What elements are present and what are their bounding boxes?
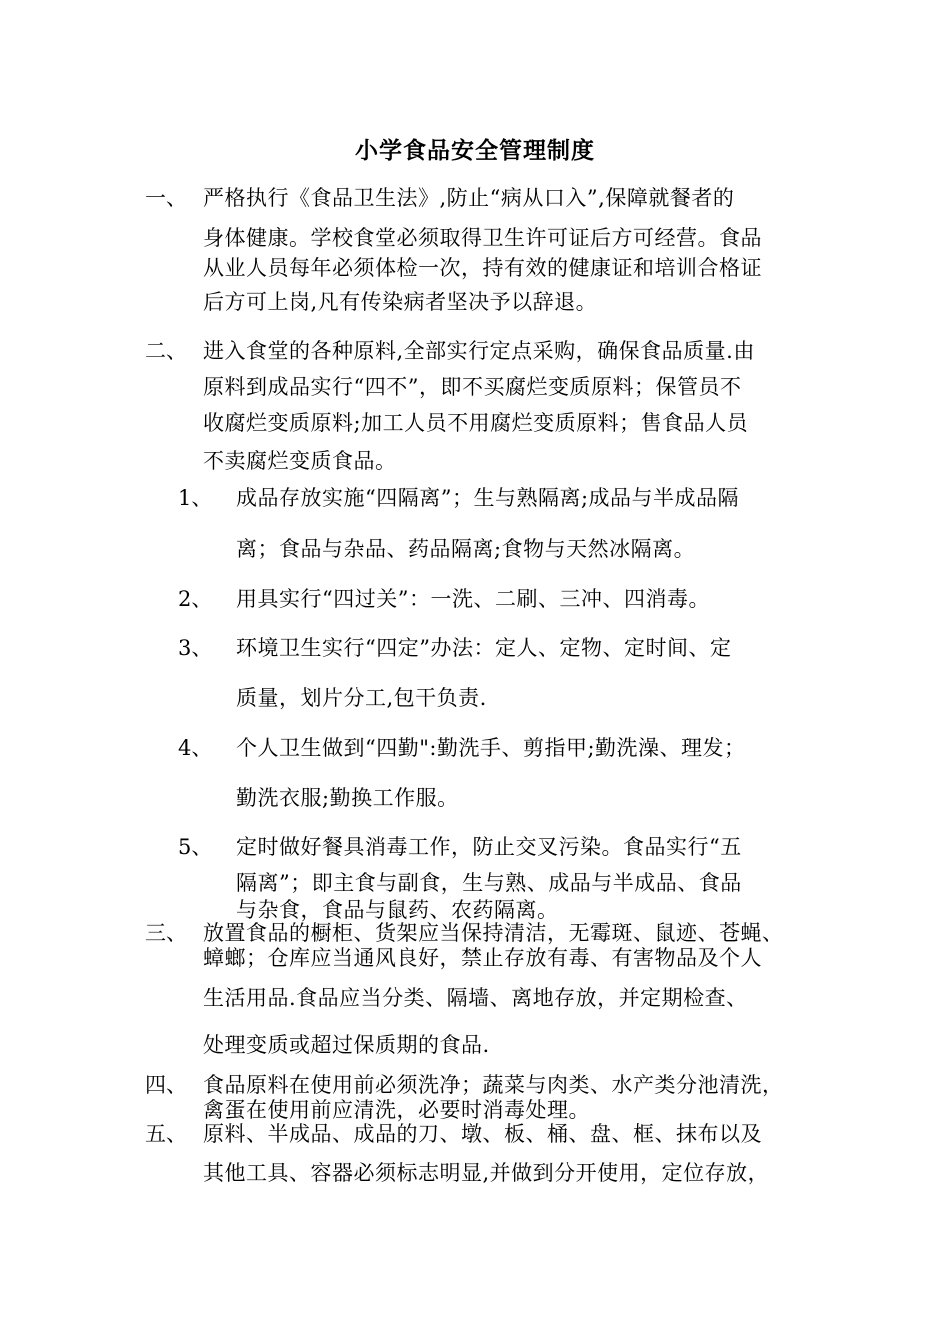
paragraph-line: 原料、半成品、成品的刀、墩、板、桶、盘、框、抹布以及: [203, 1122, 762, 1146]
paragraph-line: 勤洗衣服;勤换工作服。: [236, 786, 459, 810]
paragraph-line: 蟑螂；仓库应当通风良好，禁止存放有毒、有害物品及个人: [203, 946, 762, 970]
paragraph-line: 质量，划片分工,包干负责.: [236, 686, 487, 710]
item-marker: 5、: [178, 835, 213, 859]
document-title: 小学食品安全管理制度: [355, 138, 595, 164]
paragraph-line: 定时做好餐具消毒工作，防止交叉污染。食品实行“五: [236, 835, 742, 859]
section-marker: 二、: [145, 339, 187, 363]
paragraph-line: 从业人员每年必须体检一次，持有效的健康证和培训合格证: [203, 256, 762, 280]
paragraph-line: 严格执行《食品卫生法》,防止“病从口入”,保障就餐者的: [203, 186, 735, 210]
section-marker: 五、: [145, 1122, 187, 1146]
paragraph-line: 环境卫生实行“四定”办法：定人、定物、定时间、定: [236, 636, 732, 660]
paragraph-line: 与杂食，食品与鼠药、农药隔离。: [236, 898, 559, 922]
section-marker: 一、: [145, 186, 187, 210]
section-marker: 三、: [145, 921, 187, 945]
item-marker: 3、: [178, 636, 213, 660]
paragraph-line: 其他工具、容器必须标志明显,并做到分开使用，定位存放，: [203, 1161, 770, 1185]
paragraph-line: 成品存放实施“四隔离”；生与熟隔离;成品与半成品隔: [236, 486, 740, 510]
paragraph-line: 放置食品的橱柜、货架应当保持清洁，无霉斑、鼠迹、苍蝇、: [203, 921, 784, 945]
paragraph-line: 隔离”；即主食与副食，生与熟、成品与半成品、食品: [236, 871, 742, 895]
paragraph-line: 用具实行“四过关”：一洗、二刷、三冲、四消毒。: [236, 587, 710, 611]
paragraph-line: 食品原料在使用前必须洗净；蔬菜与肉类、水产类分池清洗，: [203, 1073, 784, 1097]
section-marker: 四、: [145, 1073, 187, 1097]
paragraph-line: 后方可上岗,凡有传染病者坚决予以辞退。: [203, 290, 598, 314]
item-marker: 4、: [178, 736, 213, 760]
paragraph-line: 禽蛋在使用前应清洗，必要时消毒处理。: [203, 1098, 590, 1122]
paragraph-line: 处理变质或超过保质期的食品.: [203, 1033, 490, 1057]
paragraph-line: 进入食堂的各种原料,全部实行定点采购，确保食品质量.由: [203, 339, 755, 363]
paragraph-line: 生活用品.食品应当分类、隔墙、离地存放，并定期检查、: [203, 986, 748, 1010]
paragraph-line: 原料到成品实行“四不”，即不买腐烂变质原料；保管员不: [203, 375, 742, 399]
paragraph-line: 收腐烂变质原料;加工人员不用腐烂变质原料；售食品人员: [203, 411, 749, 435]
item-marker: 2、: [178, 587, 213, 611]
paragraph-line: 不卖腐烂变质食品。: [203, 449, 397, 473]
paragraph-line: 个人卫生做到“四勤":勤洗手、剪指甲;勤洗澡、理发；: [236, 736, 746, 760]
paragraph-line: 离；食品与杂品、药品隔离;食物与天然冰隔离。: [236, 537, 696, 561]
paragraph-line: 身体健康。学校食堂必须取得卫生许可证后方可经营。食品: [203, 226, 762, 250]
item-marker: 1、: [178, 486, 213, 510]
